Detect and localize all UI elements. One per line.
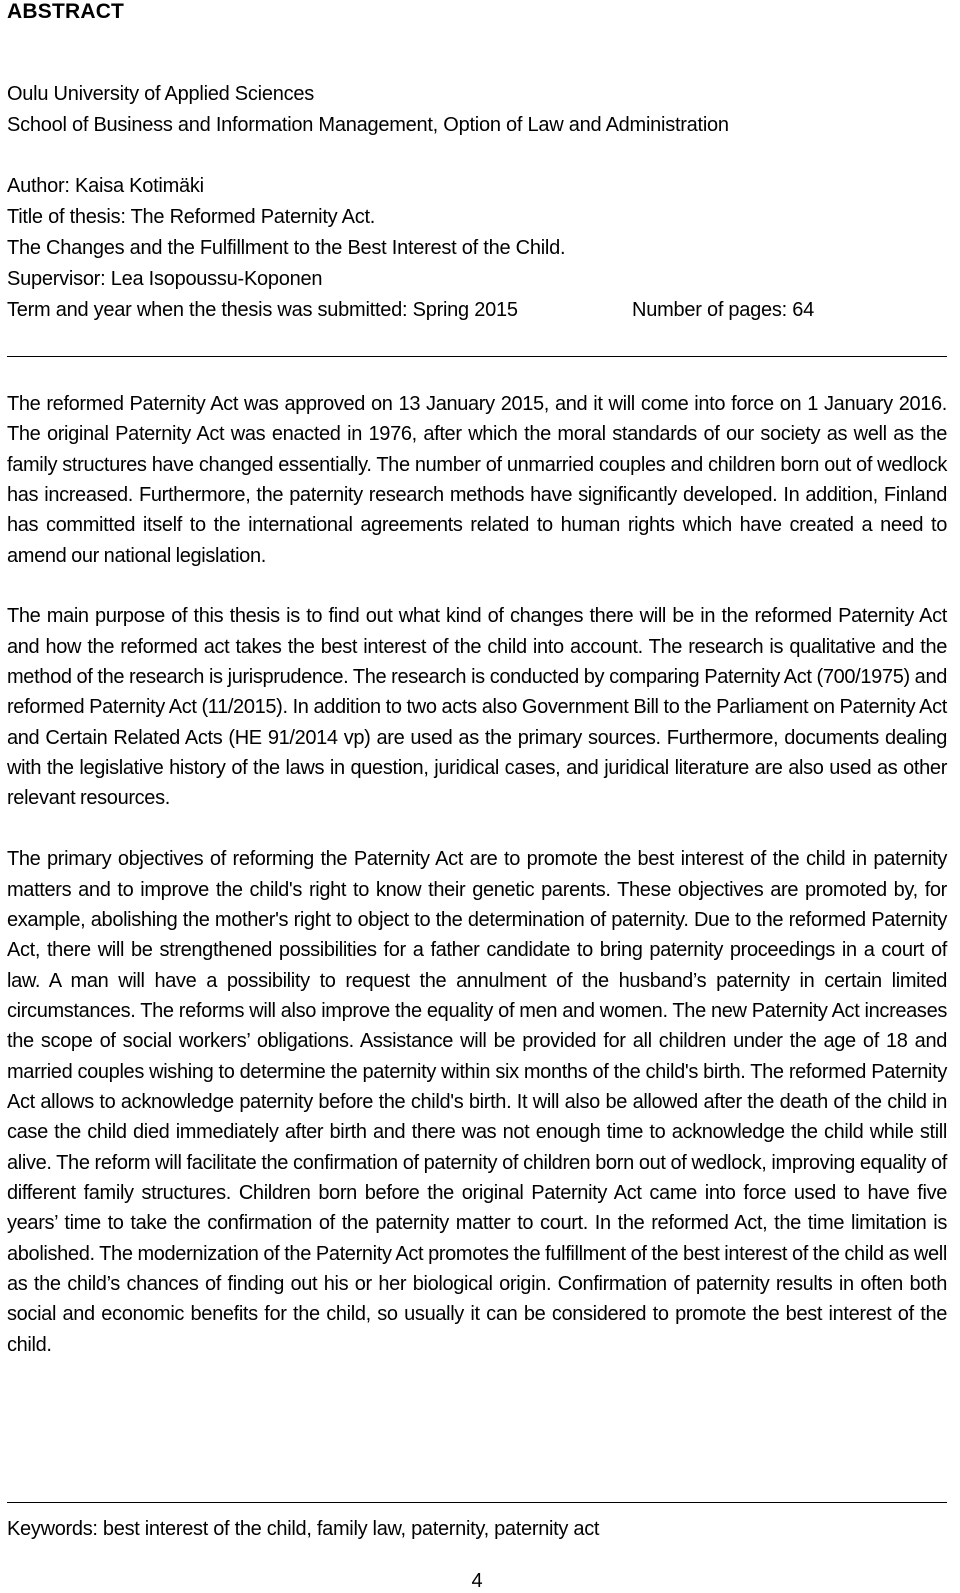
abstract-paragraph: The primary objectives of reforming the Paternity Act are to promote the best interest of the child in paternity matters and to improve the child's right to know their genetic parents. These objectives are promoted by, for example, abolishing the mother's right to object to the determination of paternity. Due to the reformed Paternity Act, there will be strengthened possibilities for a father candidate to bring paternity proceedings in a court of law. A man will have a possibility to request the annulment of the husband’s paternity in certain limited circumstances. The reforms will also improve the equality of men and women. The new Paternity Act increases the scope of social workers’ obligations. Assistance will be provided for all children under the age of 18 and married couples wishing to determine the paternity within six months of the child's birth. The reformed Paternity Act allows to acknowledge paternity before the child's birth. It will also be allowed after the death of the child in case the child died immediately after birth and there was not enough time to acknowledge the child while still alive. The reform will facilitate the confirmation of paternity of children born out of wedlock, improving equality of different family structures. Children born before the original Paternity Act came into force used to have five years’ time to take the confirmation of the paternity matter to court. In the reformed Act, the time limitation is abolished. The modernization of the Paternity Act promotes the fulfillment of the best interest of the child as well as the child’s chances of finding out his or her biological origin. Confirmation of paternity results in often both social and economic benefits for the child, so usually it can be considered to promote the best interest of the child.: [7, 848, 947, 1356]
page-number: 4: [471, 1570, 483, 1592]
footer-divider: [7, 1502, 947, 1503]
abstract-paragraph: The reformed Paternity Act was approved on 13 January 2015, and it will come into force on 1 January 2016. The original Paternity Act was enacted in 1976, after which the moral standards of our society as well as the family structures have changed essentially. The number of unmarried couples and children born out of wedlock has increased. Furthermore, the paternity research methods have significantly developed. In addition, Finland has committed itself to the international agreements related to human rights which have created a need to amend our national legislation.: [7, 393, 947, 567]
page-title: ABSTRACT: [7, 0, 125, 23]
supervisor-line: Supervisor: Lea Isopoussu-Koponen: [7, 268, 323, 290]
thesis-metadata: [7, 171, 815, 326]
title-line-1: Title of thesis: The Reformed Paternity Act.: [7, 206, 376, 228]
university-name: Oulu University of Applied Sciences: [7, 83, 314, 105]
institution-block: [7, 79, 729, 141]
header-divider: [7, 356, 947, 357]
author-line: Author: Kaisa Kotimäki: [7, 175, 204, 197]
term-line: Term and year when the thesis was submitted: Spring 2015: [7, 299, 518, 321]
title-line-2: The Changes and the Fulfillment to the Best Interest of the Child.: [7, 237, 566, 259]
abstract-paragraph: The main purpose of this thesis is to find out what kind of changes there will be in the reformed Paternity Act and how the reformed act takes the best interest of the child into account. The research is qualitative and the method of the research is jurisprudence. The research is conducted by comparing Paternity Act (700/1975) and reformed Paternity Act (11/2015). In addition to two acts also Government Bill to the Parliament on Paternity Act and Certain Related Acts (HE 91/2014 vp) are used as the primary sources. Furthermore, documents dealing with the legislative history of the laws in question, juridical cases, and juridical literature are also used as other relevant resources.: [7, 605, 947, 810]
abstract-body: [7, 389, 947, 1390]
page-count: Number of pages: 64: [632, 299, 815, 321]
keywords-line: Keywords: best interest of the child, family law, paternity, paternity act: [7, 1518, 600, 1540]
term-and-pages-row: [7, 295, 815, 326]
school-name: School of Business and Information Management, Option of Law and Administration: [7, 114, 729, 136]
